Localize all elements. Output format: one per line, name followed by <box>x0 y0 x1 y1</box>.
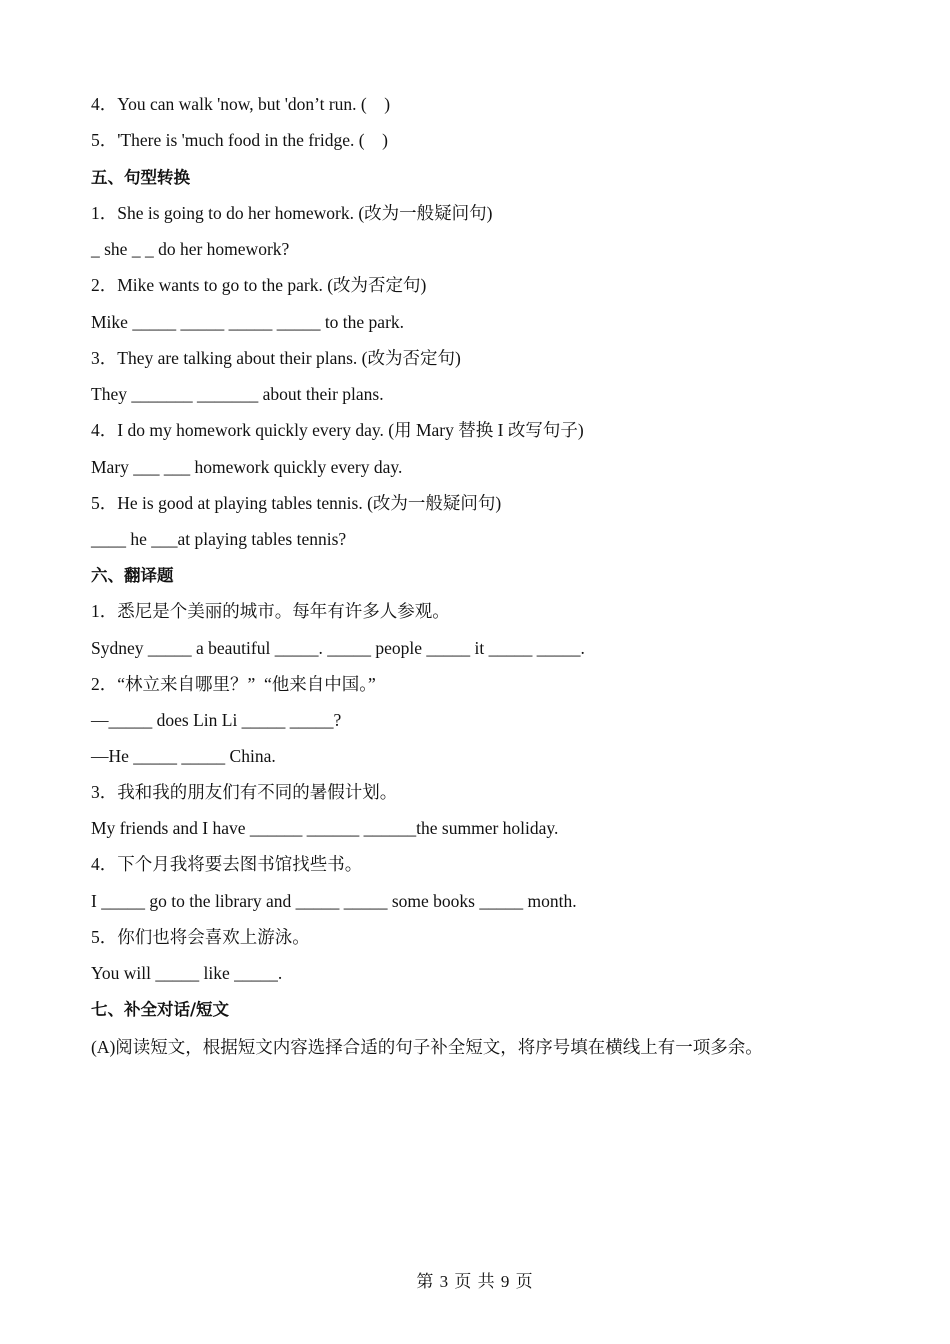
s6-q1: 1．悉尼是个美丽的城市。每年有许多人参观。 <box>91 601 450 621</box>
s5-q5-answer: ____ he ___at playing tables tennis? <box>91 529 347 549</box>
question-4-sentence: 4．You can walk 'now, but 'don’t run. ( ) <box>91 94 391 114</box>
s5-q1-answer: _ she _ _ do her homework? <box>91 239 290 259</box>
s5-q3-answer: They _______ _______ about their plans. <box>91 384 384 404</box>
s6-q4-answer: I _____ go to the library and _____ _____ some books _____ month. <box>91 891 577 911</box>
section-6-title: 六、翻译题 <box>91 566 174 585</box>
s7-intro: (A)阅读短文，根据短文内容选择合适的句子补全短文，将序号填在横线上有一项多余。 <box>91 1037 763 1057</box>
page-number-footer: 第 3 页 共 9 页 <box>416 1272 534 1291</box>
section-7-title: 七、补全对话/短文 <box>91 1000 230 1019</box>
s5-q2-answer: Mike _____ _____ _____ _____ to the park. <box>91 312 405 332</box>
section-5-title: 五、句型转换 <box>91 168 190 187</box>
s6-q4: 4．下个月我将要去图书馆找些书。 <box>91 854 363 874</box>
s6-q5: 5．你们也将会喜欢上游泳。 <box>91 927 310 947</box>
s6-q1-answer: Sydney _____ a beautiful _____. _____ people _____ it _____ _____. <box>91 638 585 658</box>
s6-q5-answer: You will _____ like _____. <box>91 963 283 983</box>
s5-q3: 3．They are talking about their plans. (改为否定句) <box>91 348 461 368</box>
question-5-sentence: 5．'There is 'much food in the fridge. ( ) <box>91 130 388 150</box>
s5-q2: 2．Mike wants to go to the park. (改为否定句) <box>91 275 427 295</box>
s6-q2-answer-a: —_____ does Lin Li _____ _____? <box>91 710 342 730</box>
s5-q1: 1．She is going to do her homework. (改为一般疑问句) <box>91 203 493 223</box>
s6-q2: 2．“林立来自哪里？” “他来自中国。” <box>91 674 376 694</box>
s6-q2-answer-b: —He _____ _____ China. <box>91 746 276 766</box>
s5-q5: 5．He is good at playing tables tennis. (改为一般疑问句) <box>91 493 502 513</box>
s5-q4: 4．I do my homework quickly every day. (用 Mary 替换 I 改写句子) <box>91 420 584 440</box>
s6-q3: 3．我和我的朋友们有不同的暑假计划。 <box>91 782 398 802</box>
s5-q4-answer: Mary ___ ___ homework quickly every day. <box>91 457 403 477</box>
s6-q3-answer: My friends and I have ______ ______ ______the summer holiday. <box>91 818 559 838</box>
